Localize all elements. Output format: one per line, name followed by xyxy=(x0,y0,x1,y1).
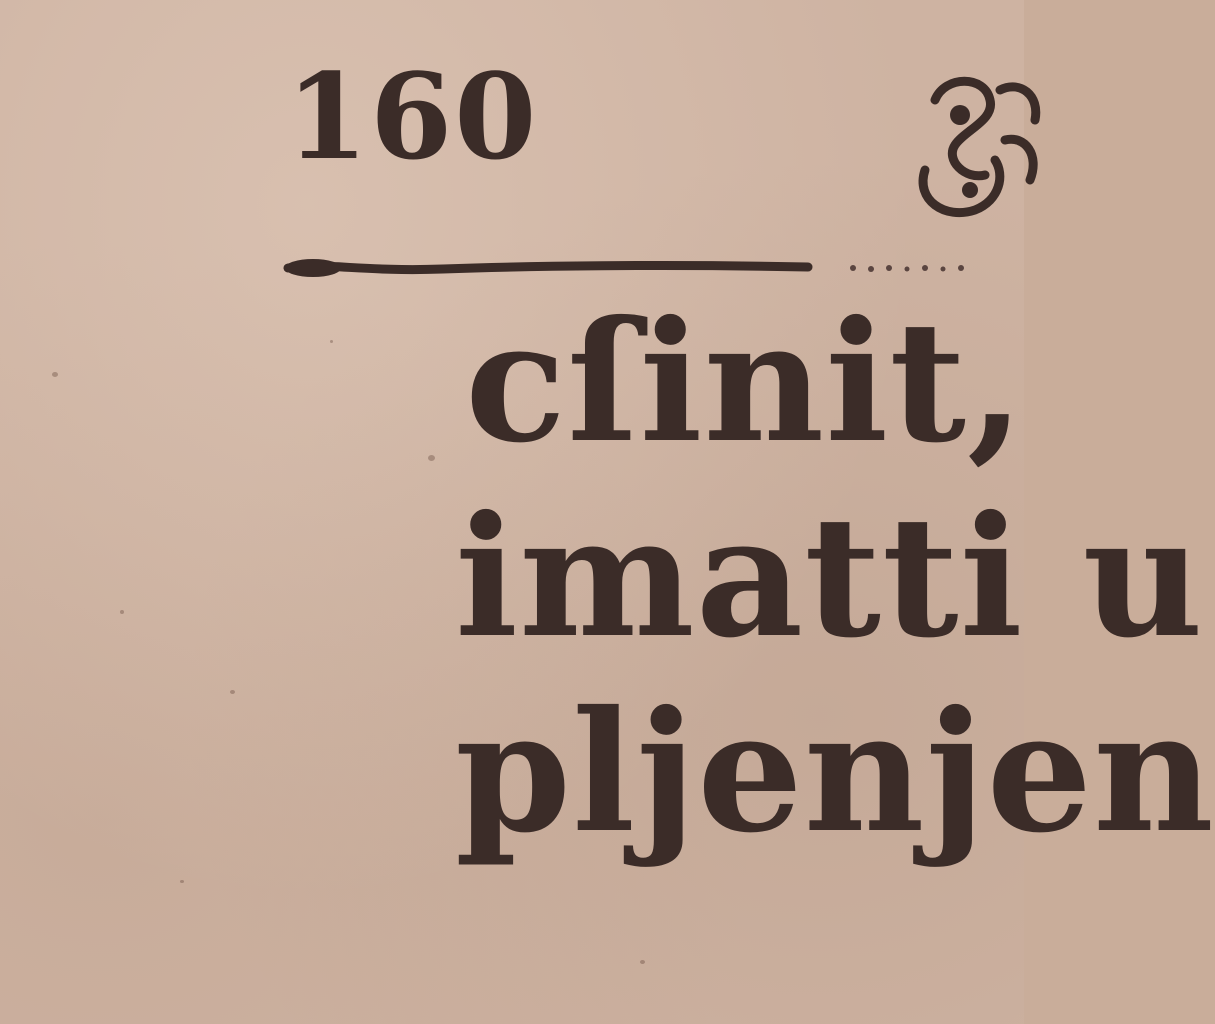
header-rule-dotted xyxy=(845,262,970,274)
text-line-3: pljenjen xyxy=(455,675,1215,870)
paper-speck xyxy=(52,372,58,377)
page-number: 160 xyxy=(286,47,539,186)
floral-ornament-icon xyxy=(905,60,1045,230)
paper-speck xyxy=(330,340,333,343)
paper-speck xyxy=(230,690,235,694)
paper-speck xyxy=(640,960,645,964)
paper-speck xyxy=(428,455,435,461)
text-line-2: imatti u xyxy=(455,480,1205,675)
paper-speck xyxy=(120,610,124,614)
header-rule xyxy=(283,258,813,278)
paper-speck xyxy=(180,880,184,883)
text-line-1: cſinit, xyxy=(465,285,1026,480)
